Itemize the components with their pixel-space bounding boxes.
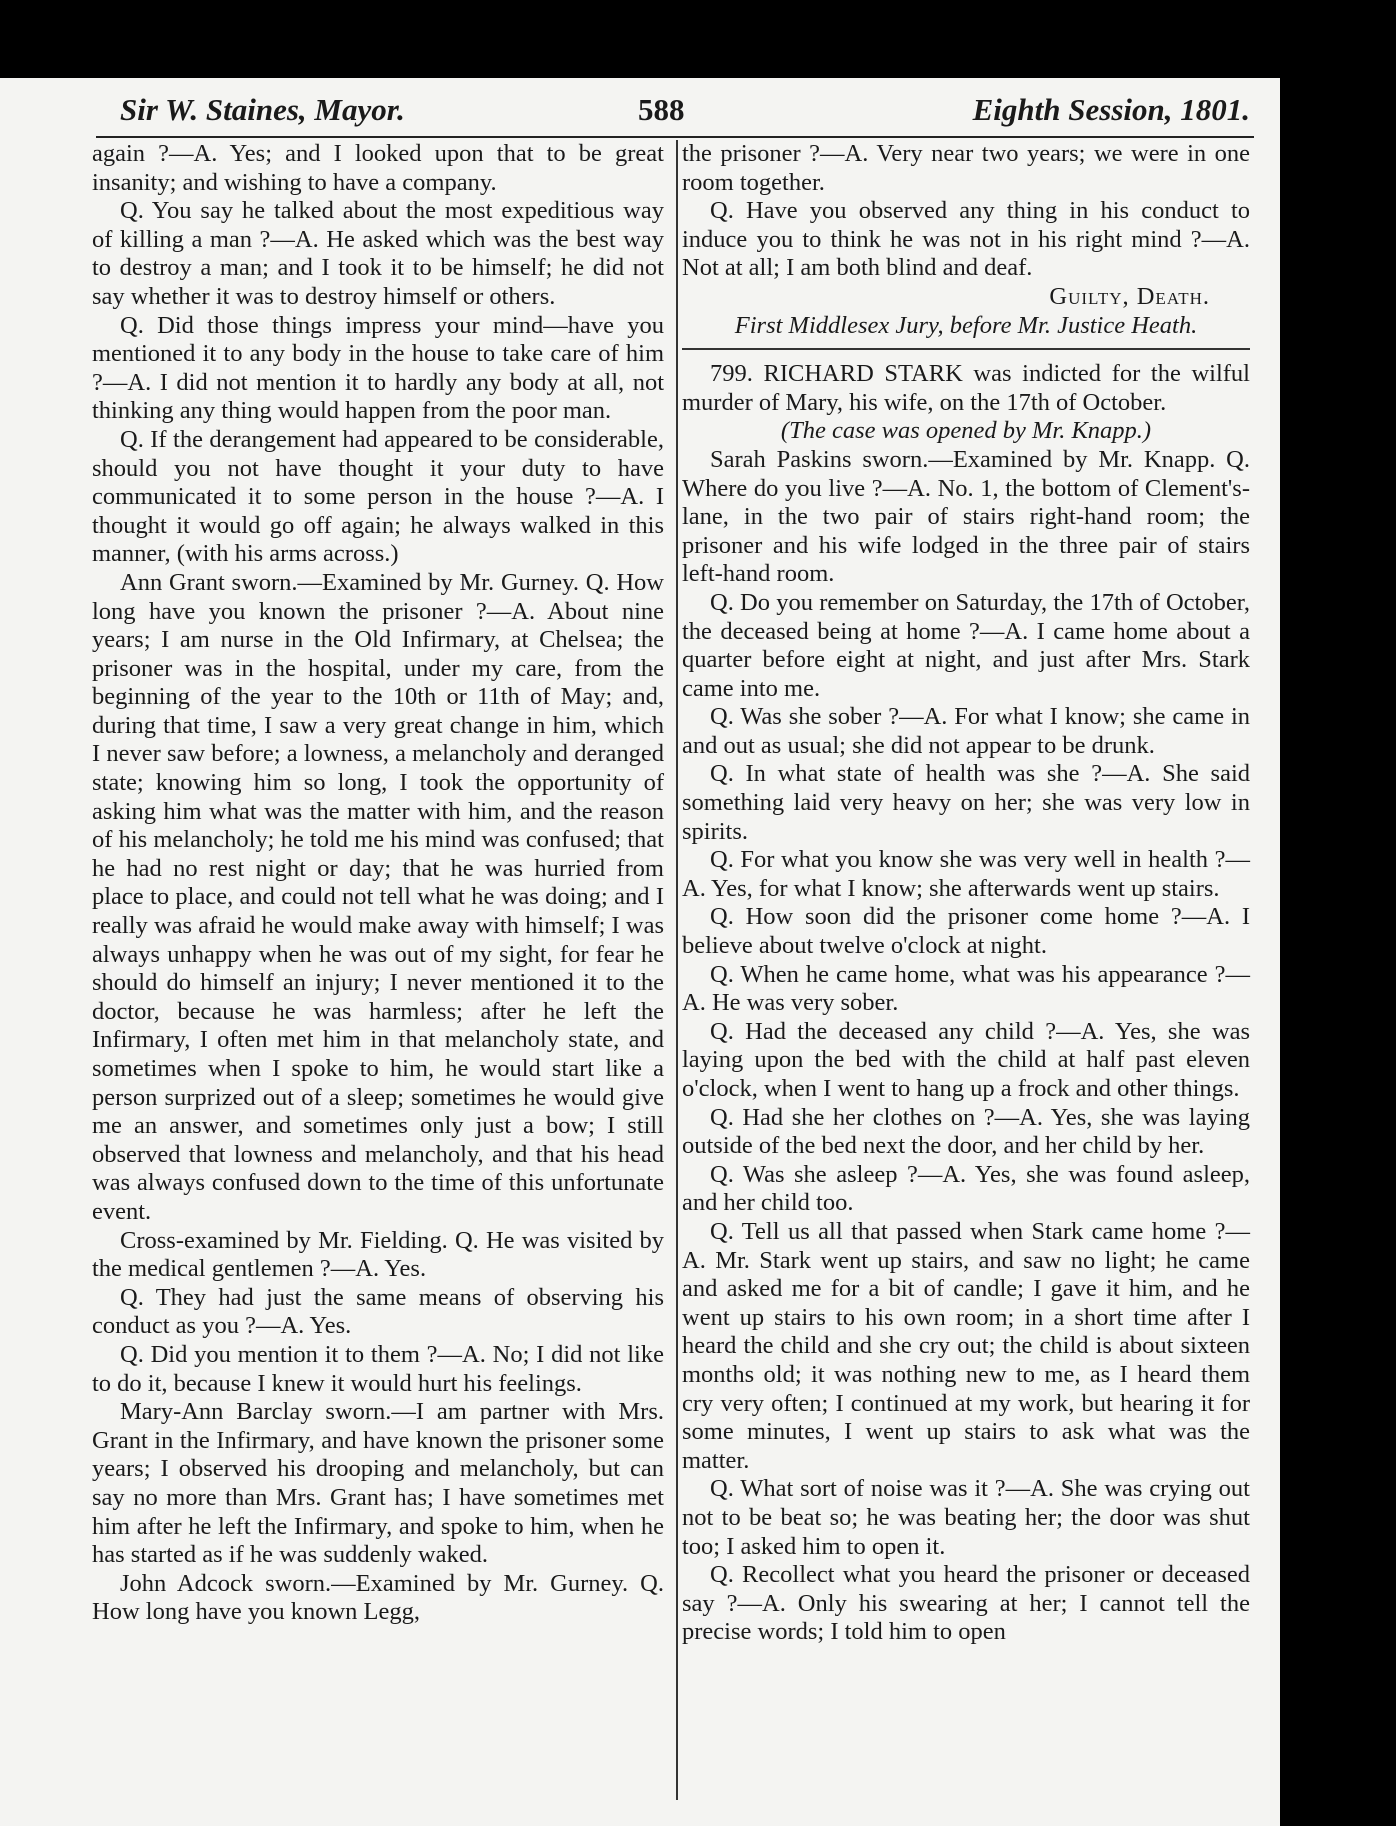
paragraph: Q. Had she her clothes on ?—A. Yes, she was laying outside of the bed next the door, and her child by her. — [682, 1103, 1250, 1160]
section-rule — [682, 348, 1250, 350]
paragraph: Ann Grant sworn.—Examined by Mr. Gurney. Q. How long have you known the prisoner ?—A. About nine years; I am nurse in the Old Infirmary, at Chelsea; the prisoner was in the hospital, under my care, from the beginning of the year to the 10th or 11th of May; and, during that time, I saw a very great change in him, which I never saw before; a lowness, a melancholy and deranged state; knowing him so long, I took the opportunity of asking him what was the matter with him, and the reason of his melancholy; he told me his mind was confused; that he had no rest night or day; that he was hurried from place to place, and could not tell what he was doing; and I really was afraid he would make away with himself; I was always unhappy when he was out of my sight, for fear he should do himself an injury; I never mentioned it to the doctor, because he was harmless; after he left the Infirmary, I often met him in that melancholy state, and sometimes when I spoke to him, he would start like a person surprized out of a sleep; sometimes he would give me an answer, and sometimes only just a bow; I still observed that lowness and melancholy, and that his head was always confused down to the time of this unfortunate event. — [92, 568, 664, 1225]
paragraph: Q. In what state of health was she ?—A. She said something laid very heavy on her; she was very low in spirits. — [682, 760, 1250, 845]
paragraph: Q. Was she asleep ?—A. Yes, she was found asleep, and her child too. — [682, 1160, 1250, 1217]
paragraph: Q. For what you know she was very well in health ?—A. Yes, for what I know; she afterwards went up stairs. — [682, 846, 1250, 902]
paragraph: Mary-Ann Barclay sworn.—I am partner with Mrs. Grant in the Infirmary, and have known the prisoner some years; I observed his drooping and melancholy, but can say no more than Mrs. Grant has; I have sometimes met him after he left the Infirmary, and spoke to him, when he has started as if he was suddenly waked. — [92, 1398, 664, 1569]
header-left: Sir W. Staines, Mayor. — [120, 92, 405, 127]
paragraph: Q. Was she sober ?—A. For what I know; she came in and out as usual; she did not appear to be drunk. — [682, 703, 1250, 759]
paragraph: John Adcock sworn.—Examined by Mr. Gurney. Q. How long have you known Legg, — [92, 1569, 664, 1626]
paragraph: Q. Did those things impress your mind—have you mentioned it to any body in the house to take care of him ?—A. I did not mention it to hardly any body at all, not thinking any thing would happen from the poor man. — [92, 311, 664, 425]
case-heading: 799. RICHARD STARK was indicted for the wilful murder of Mary, his wife, on the 17th of October. — [682, 360, 1250, 416]
paragraph: Q. How soon did the prisoner come home ?—A. I believe about twelve o'clock at night. — [682, 903, 1250, 960]
case-opening-note: (The case was opened by Mr. Knapp.) — [780, 417, 1152, 445]
paragraph: Q. Have you observed any thing in his conduct to induce you to think he was not in his right mind ?—A. Not at all; I am both blind and deaf. — [682, 197, 1250, 282]
column-divider — [676, 140, 678, 1800]
page-header — [120, 92, 1250, 132]
paragraph: Q. Recollect what you heard the prisoner or deceased say ?—A. Only his swearing at her; I cannot tell the precise words; I told him to open — [682, 1561, 1250, 1646]
left-column — [92, 140, 664, 1627]
paragraph: Q. Had the deceased any child ?—A. Yes, she was laying upon the bed with the child at half past eleven o'clock, when I went to hang up a frock and other things. — [682, 1017, 1250, 1102]
paragraph: the prisoner ?—A. Very near two years; we were in one room together. — [682, 140, 1250, 196]
verdict: Guilty, Death. — [1049, 282, 1210, 310]
paragraph: Q. What sort of noise was it ?—A. She was crying out not to be beat so; he was beating her; the door was shut too; I asked him to open it. — [682, 1475, 1250, 1560]
right-column — [682, 140, 1250, 1647]
header-right: Eighth Session, 1801. — [972, 92, 1250, 127]
paragraph: Cross-examined by Mr. Fielding. Q. He was visited by the medical gentlemen ?—A. Yes. — [92, 1226, 664, 1283]
scan-margin — [1280, 78, 1396, 1826]
paragraph: Q. You say he talked about the most expeditious way of killing a man ?—A. He asked which was the best way to destroy a man; and I took it to be himself; he did not say whether it was to destroy himself or others. — [92, 197, 664, 310]
paragraph: Q. Did you mention it to them ?—A. No; I did not like to do it, because I knew it would hurt his feelings. — [92, 1340, 664, 1397]
paragraph: Q. They had just the same means of observing his conduct as you ?—A. Yes. — [92, 1283, 664, 1340]
paragraph: again ?—A. Yes; and I looked upon that to be great insanity; and wishing to have a company. — [92, 140, 664, 196]
jury-line: First Middlesex Jury, before Mr. Justice Heath. — [734, 311, 1198, 339]
page-number: 588 — [638, 92, 685, 127]
paragraph: Q. If the derangement had appeared to be considerable, should you not have thought it your duty to have communicated it to some person in the house ?—A. I thought it would go off again; he always walked in this manner, (with his arms across.) — [92, 425, 664, 568]
paragraph: Q. Tell us all that passed when Stark came home ?—A. Mr. Stark went up stairs, and saw no light; he came and asked me for a bit of candle; I gave it him, and he went up stairs to his own room; in a short time after I heard the child and she cry out; the child is about sixteen months old; it was nothing new to me, as I heard them cry very often; I continued at my work, but hearing it for some minutes, I went up stairs to ask what was the matter. — [682, 1217, 1250, 1474]
paragraph: Q. Do you remember on Saturday, the 17th of October, the deceased being at home ?—A. I came home about a quarter before eight at night, and just after Mrs. Stark came into me. — [682, 588, 1250, 702]
header-rule — [96, 136, 1254, 138]
paragraph: Q. When he came home, what was his appearance ?—A. He was very sober. — [682, 960, 1250, 1017]
paragraph: Sarah Paskins sworn.—Examined by Mr. Knapp. Q. Where do you live ?—A. No. 1, the bottom of Clement's-lane, in the two pair of stairs right-hand room; the prisoner and his wife lodged in the three pair of stairs left-hand room. — [682, 445, 1250, 588]
